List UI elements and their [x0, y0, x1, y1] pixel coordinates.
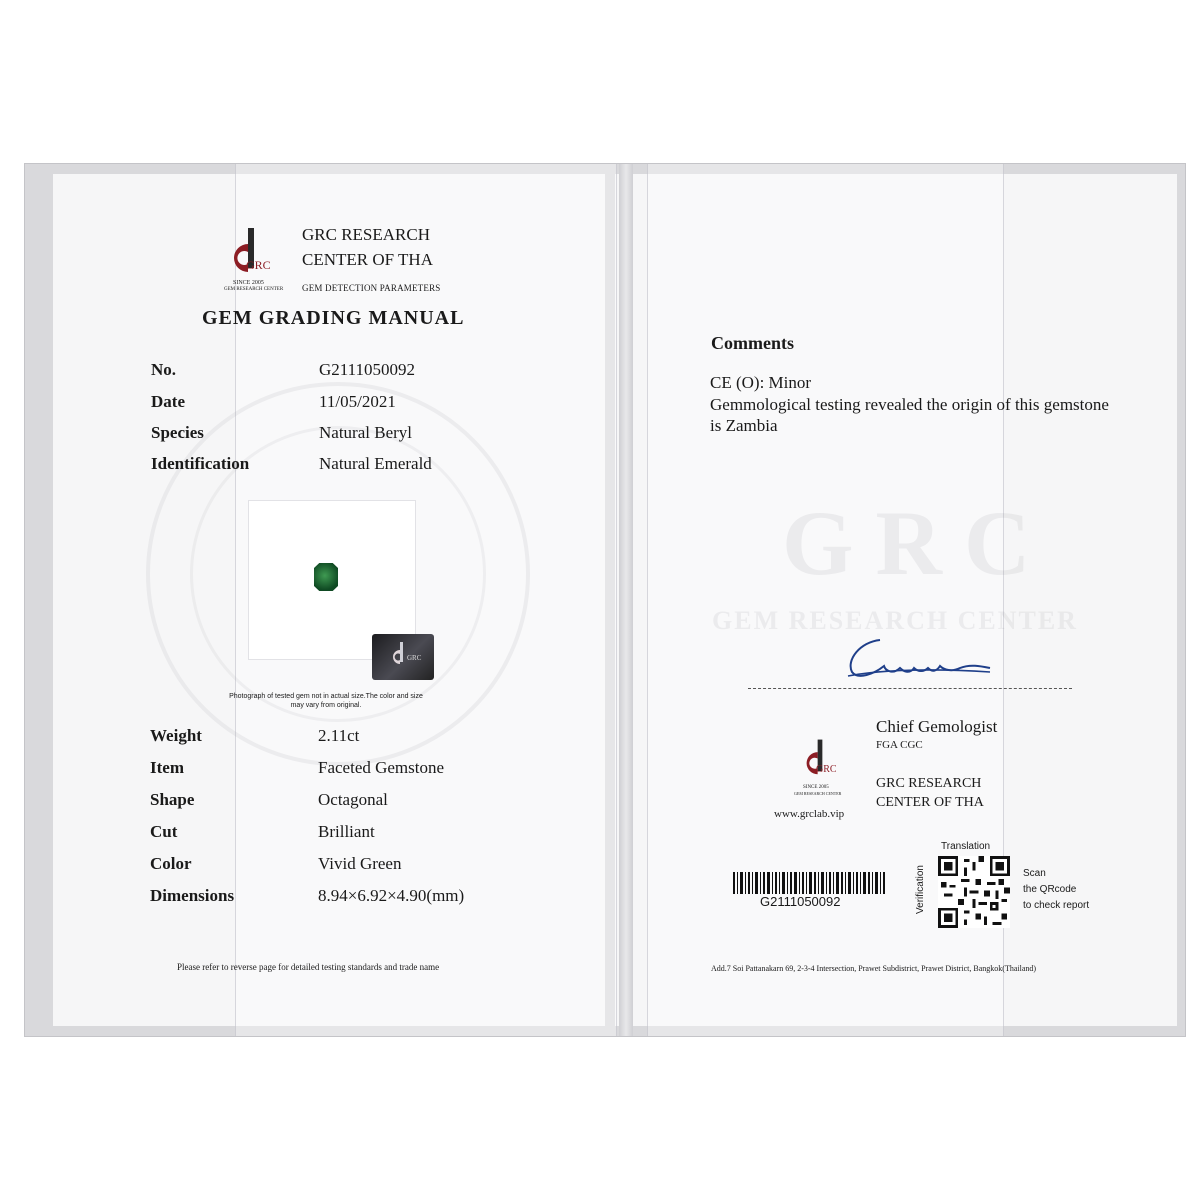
field-label-shape: Shape — [150, 790, 195, 809]
barcode-number: G2111050092 — [760, 894, 841, 909]
field-value-dimensions: 8.94×6.92×4.90(mm) — [318, 886, 465, 905]
hologram-text: GRC — [407, 654, 422, 662]
photo-caption: Photograph of tested gem not in actual size.The color and size may vary from original. — [229, 693, 423, 709]
logo-right-since: SINCE 2005 — [803, 785, 829, 790]
qr-verification-label: Verification — [914, 865, 926, 914]
field-value-cut: Brilliant — [318, 822, 375, 841]
qr-instruction-line3: to check report — [1023, 900, 1090, 911]
qr-instruction-line1: Scan — [1023, 868, 1046, 879]
logo-since: SINCE 2005 — [233, 280, 264, 286]
signer-title: Chief Gemologist — [876, 717, 998, 736]
field-label-identification: Identification — [151, 454, 250, 473]
field-label-date: Date — [151, 392, 185, 411]
signature-graphic — [840, 630, 1000, 682]
field-value-item: Faceted Gemstone — [318, 758, 445, 777]
org-name-line1: GRC RESEARCH — [302, 225, 430, 244]
field-value-species: Natural Beryl — [319, 423, 412, 442]
right-org-name-line1: GRC RESEARCH — [876, 776, 982, 791]
left-footer-note: Please refer to reverse page for detailed testing standards and trade name — [177, 962, 440, 972]
org-name-line2: CENTER OF THA — [302, 250, 433, 269]
qr-code-graphic[interactable] — [938, 856, 1010, 928]
field-label-weight: Weight — [150, 726, 202, 745]
hologram-logo-icon — [372, 634, 434, 680]
emerald-gem-image — [314, 563, 338, 591]
folder-fold — [619, 164, 633, 1036]
grc-watermark: GRC — [782, 492, 1053, 594]
field-value-weight: 2.11ct — [318, 726, 360, 745]
right-org-name-line2: CENTER OF THA — [876, 795, 984, 810]
comment-line-1: CE (O): Minor — [710, 373, 812, 392]
comment-line-2: Gemmological testing revealed the origin of this gemstone is Zambia — [710, 395, 1109, 435]
comments-heading: Comments — [711, 333, 794, 353]
field-label-dimensions: Dimensions — [150, 886, 235, 905]
logo-subtitle: GEM RESEARCH CENTER — [224, 287, 284, 292]
org-subtitle: GEM DETECTION PARAMETERS — [302, 283, 441, 293]
signature-line — [748, 688, 1072, 689]
qr-translation-label: Translation — [941, 841, 991, 852]
logo-right-subtitle: GEM RESEARCH CENTER — [794, 791, 842, 796]
grc-watermark-subtitle: GEM RESEARCH CENTER — [712, 606, 1078, 635]
logo-right-grc-text: GRC — [816, 764, 837, 775]
field-value-shape: Octagonal — [318, 790, 388, 809]
logo-grc-text: GRC — [246, 258, 271, 272]
field-value-date: 11/05/2021 — [319, 392, 396, 411]
field-label-color: Color — [150, 854, 192, 873]
field-value-color: Vivid Green — [318, 854, 402, 873]
field-value-no: G2111050092 — [319, 360, 416, 379]
field-label-item: Item — [150, 758, 184, 777]
signer-credentials: FGA CGC — [876, 739, 923, 751]
qr-instruction-line2: the QRcode — [1023, 884, 1077, 895]
document-title: GEM GRADING MANUAL — [202, 307, 465, 329]
field-label-no: No. — [151, 360, 177, 379]
field-label-species: Species — [151, 423, 204, 442]
lab-address: Add.7 Soi Pattanakarn 69, 2-3-4 Intersection, Prawet Subdistrict, Prawet District, Bangkok(Thailand) — [711, 964, 1037, 973]
hologram-sticker — [372, 634, 434, 680]
field-value-identification: Natural Emerald — [319, 454, 432, 473]
barcode-graphic — [733, 872, 885, 894]
field-label-cut: Cut — [150, 822, 178, 841]
website-link[interactable]: www.grclab.vip — [774, 808, 845, 820]
